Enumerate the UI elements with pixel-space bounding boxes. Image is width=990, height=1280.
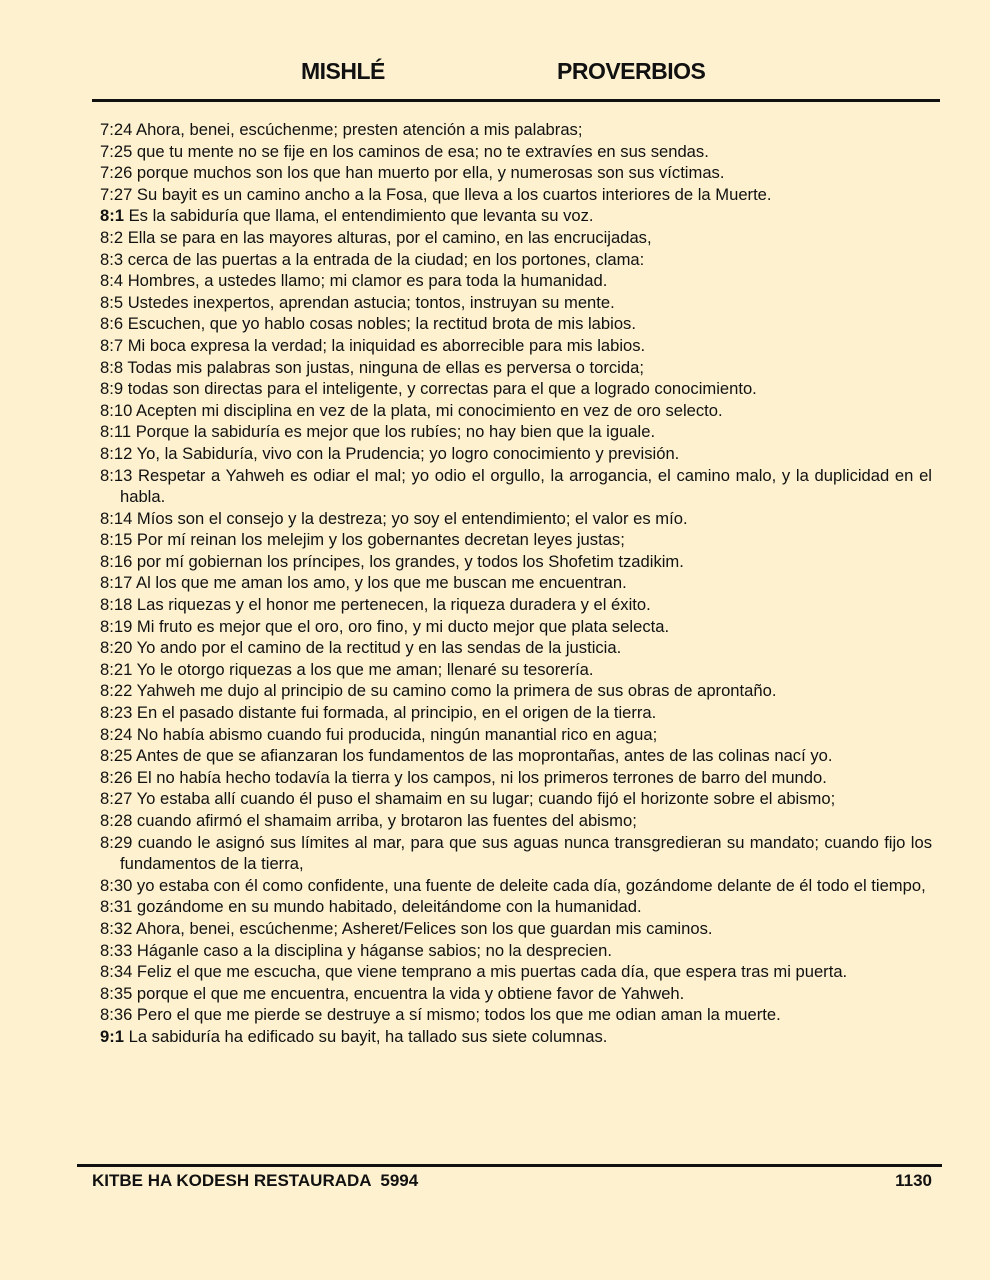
verse-text: No había abismo cuando fui producida, ningún manantial rico en agua; [136,724,658,744]
verse-reference: 8:11 [100,422,132,442]
verse [100,745,932,767]
verse [100,270,932,292]
verse [100,529,932,551]
verse-reference: 8:15 [100,530,133,550]
verse-reference: 8:21 [100,659,133,679]
verse [100,680,932,702]
verse-reference: 8:29 [100,832,133,852]
header-book-hebrew: MISHLÉ [301,58,385,84]
verse [100,1004,932,1026]
verse-reference: 8:8 [100,357,124,377]
verse [100,508,932,530]
verse-text: cerca de las puertas a la entrada de la ciudad; en los portones, clama: [127,249,645,269]
verse-text: Por mí reinan los melejim y los gobernantes decretan leyes justas; [136,530,625,550]
footer-divider [77,1164,942,1167]
verse-reference: 8:24 [100,724,133,744]
verse [100,249,932,271]
verse [100,292,932,314]
verse-text: Al los que me aman los amo, y los que me buscan me encuentran. [136,573,627,593]
verse-text: Hombres, a ustedes llamo; mi clamor es para toda la humanidad. [127,271,608,291]
verse-text: Porque la sabiduría es mejor que los rubíes; no hay bien que la iguale. [135,422,656,442]
verse [100,421,932,443]
verse-reference: 8:10 [100,400,133,420]
verse [100,1026,932,1048]
verse-text: porque muchos son los que han muerto por ella, y numerosas son sus víctimas. [136,163,725,183]
verse-text: Yo le otorgo riquezas a los que me aman; llenaré su tesorería. [136,659,594,679]
verse [100,810,932,832]
verse-reference: 7:25 [100,141,133,161]
verse-text: porque el que me encuentra, encuentra la vida y obtiene favor de Yahweh. [136,983,685,1003]
verse-text: yo estaba con él como confidente, una fuente de deleite cada día, gozándome delante de él todo el tiempo, [136,875,926,895]
verse-text: Acepten mi disciplina en vez de la plata, mi conocimiento en vez de oro selecto. [136,400,723,420]
verse-reference: 8:25 [100,746,133,766]
verse-reference: 8:17 [100,573,133,593]
verse-text: que tu mente no se fije en los caminos de esa; no te extravíes en sus sendas. [136,141,709,161]
verse-reference: 8:31 [100,897,133,917]
verse-reference: 8:30 [100,875,133,895]
verse [100,227,932,249]
verse [100,551,932,573]
verse [100,313,932,335]
verse-text: gozándome en su mundo habitado, deleitándome con la humanidad. [136,897,642,917]
verse-reference: 8:33 [100,940,133,960]
verse-reference: 8:32 [100,918,133,938]
verse-reference: 8:27 [100,789,133,809]
verse [100,378,932,400]
verse [100,832,932,875]
verse [100,594,932,616]
verse-text: Ella se para en las mayores alturas, por el camino, en las encrucijadas, [127,227,652,247]
header-divider [92,99,940,102]
verse-reference: 8:5 [100,292,124,312]
verse [100,184,932,206]
verse [100,940,932,962]
verse [100,443,932,465]
verse [100,875,932,897]
verse-reference: 8:7 [100,335,124,355]
verse-reference: 8:3 [100,249,124,269]
verse-reference: 8:22 [100,681,133,701]
verse [100,918,932,940]
verse-reference: 8:6 [100,314,124,334]
verse [100,335,932,357]
verse [100,896,932,918]
verse-text: Es la sabiduría que llama, el entendimiento que levanta su voz. [128,206,594,226]
footer-title: KITBE HA KODESH RESTAURADA 5994 [92,1171,419,1190]
verse-text: Antes de que se afianzaran los fundamentos de las moprontañas, antes de las colinas nací yo. [136,746,833,766]
verse-reference: 8:20 [100,638,133,658]
verse [100,141,932,163]
verse [100,637,932,659]
verse-text: Yo ando por el camino de la rectitud y en las sendas de la justicia. [136,638,622,658]
verse-reference: 8:28 [100,811,133,830]
verse [100,616,932,638]
verse-reference: 8:19 [100,616,133,636]
verse [100,572,932,594]
verse-reference: 8:35 [100,983,133,1003]
verse-reference: 8:4 [100,271,124,291]
verse-text: Yo estaba allí cuando él puso el shamaim en su lugar; cuando fijó el horizonte sobre el abismo; [136,789,836,809]
verse-text: El no había hecho todavía la tierra y los campos, ni los primeros terrones de barro del mundo. [136,767,827,787]
verse-text: Yahweh me dujo al principio de su camino como la primera de sus obras de aprontaño. [136,681,777,701]
verse-reference: 8:23 [100,703,133,723]
header-book-spanish: PROVERBIOS [557,58,706,84]
verse-text: Las riquezas y el honor me pertenecen, la riqueza duradera y el éxito. [136,595,651,615]
verse-reference: 8:14 [100,508,133,528]
verse [100,162,932,184]
verse-text: Ustedes inexpertos, aprendan astucia; tontos, instruyan su mente. [127,292,615,312]
verse-reference: 9:1 [100,1026,124,1046]
verse [100,119,932,141]
verse [100,983,932,1005]
verse-reference: 8:2 [100,227,124,247]
verse-text: Escuchen, que yo hablo cosas nobles; la rectitud brota de mis labios. [127,314,636,334]
verse-reference: 8:16 [100,551,133,571]
verse-reference: 8:12 [100,443,133,463]
verse-text: Mi boca expresa la verdad; la iniquidad es aborrecible para mis labios. [127,335,646,355]
verse [100,788,932,810]
verse-text: Pero el que me pierde se destruye a sí mismo; todos los que me odian aman la muerte. [136,1005,781,1025]
verse-reference: 8:13 [100,465,133,485]
verse-text: todas son directas para el inteligente, y correctas para el que a logrado conocimiento. [127,379,757,399]
verse [100,702,932,724]
verse-reference: 8:34 [100,962,133,982]
page-number: 1130 [895,1171,932,1190]
verse-text: Ahora, benei, escúchenme; Asheret/Felices son los que guardan mis caminos. [136,918,713,938]
verse-text: Mi fruto es mejor que el oro, oro fino, y mi ducto mejor que plata selecta. [136,616,670,636]
verse-text: Yo, la Sabiduría, vivo con la Prudencia; yo logro conocimiento y previsión. [136,443,680,463]
verse-text: La sabiduría ha edificado su bayit, ha tallado sus siete columnas. [128,1026,608,1046]
verse [100,961,932,983]
verse-text: Ahora, benei, escúchenme; presten atención a mis palabras; [136,120,583,139]
verse-text: Míos son el consejo y la destreza; yo soy el entendimiento; el valor es mío. [136,508,688,528]
verse-reference: 8:9 [100,379,124,399]
verse-text: En el pasado distante fui formada, al principio, en el origen de la tierra. [136,703,657,723]
verse-reference: 7:27 [100,184,133,204]
verse-text: cuando le asignó sus límites al mar, para que sus aguas nunca transgredieran su mandato; cuando fijo los fundamentos de la tierra, [120,832,932,874]
verse [100,767,932,789]
verse [100,659,932,681]
verse-list [100,119,932,1048]
verse-text: Háganle caso a la disciplina y háganse sabios; no la desprecien. [136,940,612,960]
verse-reference: 7:26 [100,163,133,183]
verse-text: Respetar a Yahweh es odiar el mal; yo odio el orgullo, la arrogancia, el camino malo, y la duplicidad en el habla. [120,465,932,507]
verse [100,724,932,746]
verse-text: Su bayit es un camino ancho a la Fosa, que lleva a los cuartos interiores de la Muerte. [136,184,772,204]
verse-reference: 8:36 [100,1005,133,1025]
verse-reference: 8:26 [100,767,133,787]
verse-text: cuando afirmó el shamaim arriba, y brotaron las fuentes del abismo; [136,811,637,830]
verse-reference: 7:24 [100,120,133,139]
verse [100,205,932,227]
verse-reference: 8:18 [100,595,133,615]
verse [100,400,932,422]
verse-text: Todas mis palabras son justas, ninguna de ellas es perversa o torcida; [127,357,644,377]
verse-text: por mí gobiernan los príncipes, los grandes, y todos los Shofetim tzadikim. [136,551,684,571]
verse [100,465,932,508]
verse-reference: 8:1 [100,206,124,226]
verse-text: Feliz el que me escucha, que viene temprano a mis puertas cada día, que espera tras mi puerta. [136,962,848,982]
verse [100,357,932,379]
